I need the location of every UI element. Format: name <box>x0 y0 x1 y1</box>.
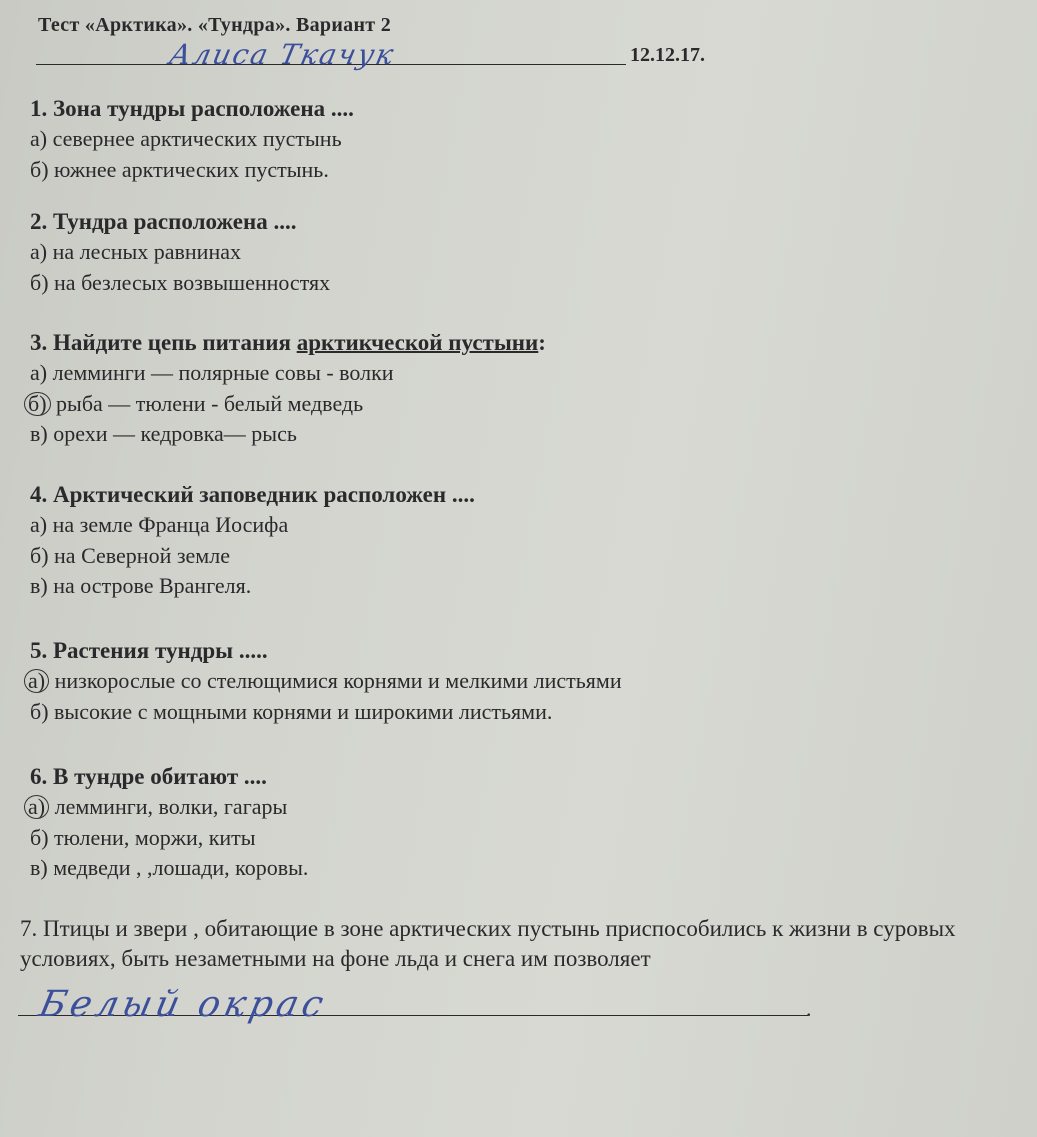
option-b: б) на Северной земле <box>30 542 230 568</box>
question-3 <box>30 328 546 450</box>
question-text: 2. Тундра расположена .... <box>30 209 297 234</box>
question-5 <box>30 636 622 727</box>
question-7-text: 7. Птицы и звери , обитающие в зоне арктических пустынь приспособились к жизни в суровых условиях, быть незаметными на фоне льда и снега им позволяет <box>20 916 956 971</box>
question-text: 5. Растения тундры ..... <box>30 638 268 663</box>
answer-circle-mark: а) <box>24 795 49 819</box>
option-a-circled: а) низкорослые со стелющимися корнями и мелкими листьями <box>30 666 622 697</box>
underlined-term: арктикческой пустыни <box>296 330 539 355</box>
test-date: 12.12.17. <box>630 44 705 66</box>
handwritten-student-name: Алиса Ткачук <box>166 38 399 71</box>
option-b: б) южнее арктических пустынь. <box>30 156 329 182</box>
option-c: в) на острове Врангеля. <box>30 573 252 598</box>
question-1 <box>30 94 354 185</box>
question-6 <box>30 762 308 884</box>
option-b-circled: б) рыба — тюлени - белый медведь <box>30 389 546 420</box>
option-a: а) севернее арктических пустынь <box>30 126 342 151</box>
option-a: а) на лесных равнинах <box>30 239 241 264</box>
option-a: а) лемминги — полярные совы - волки <box>30 360 394 385</box>
question-text: 4. Арктический заповедник расположен .... <box>30 482 475 507</box>
option-c: в) медведи , ,лошади, коровы. <box>30 855 309 880</box>
option-b: б) на безлесых возвышенностях <box>30 269 331 295</box>
option-b: б) тюлени, моржи, киты <box>30 824 256 850</box>
question-text: 1. Зона тундры расположена .... <box>30 96 354 121</box>
question-4 <box>30 480 475 602</box>
question-text: 3. Найдите цепь питания арктикческой пустыни: <box>30 330 546 355</box>
answer-circle-mark: б) <box>24 392 51 416</box>
question-2 <box>30 207 330 298</box>
answer-end-mark: . <box>806 996 812 1021</box>
option-b: б) высокие с мощными корнями и широкими листьями. <box>30 698 553 724</box>
handwritten-answer: Белый окрас <box>35 984 331 1025</box>
question-text: 6. В тундре обитают .... <box>30 764 267 789</box>
test-title: Тест «Арктика». «Тундра». Вариант 2 <box>38 14 391 36</box>
option-c: в) орехи — кедровка— рысь <box>30 421 297 446</box>
option-a: а) на земле Франца Иосифа <box>30 512 289 537</box>
answer-circle-mark: а) <box>24 669 49 693</box>
option-a-circled: а) лемминги, волки, гагары <box>30 792 308 823</box>
